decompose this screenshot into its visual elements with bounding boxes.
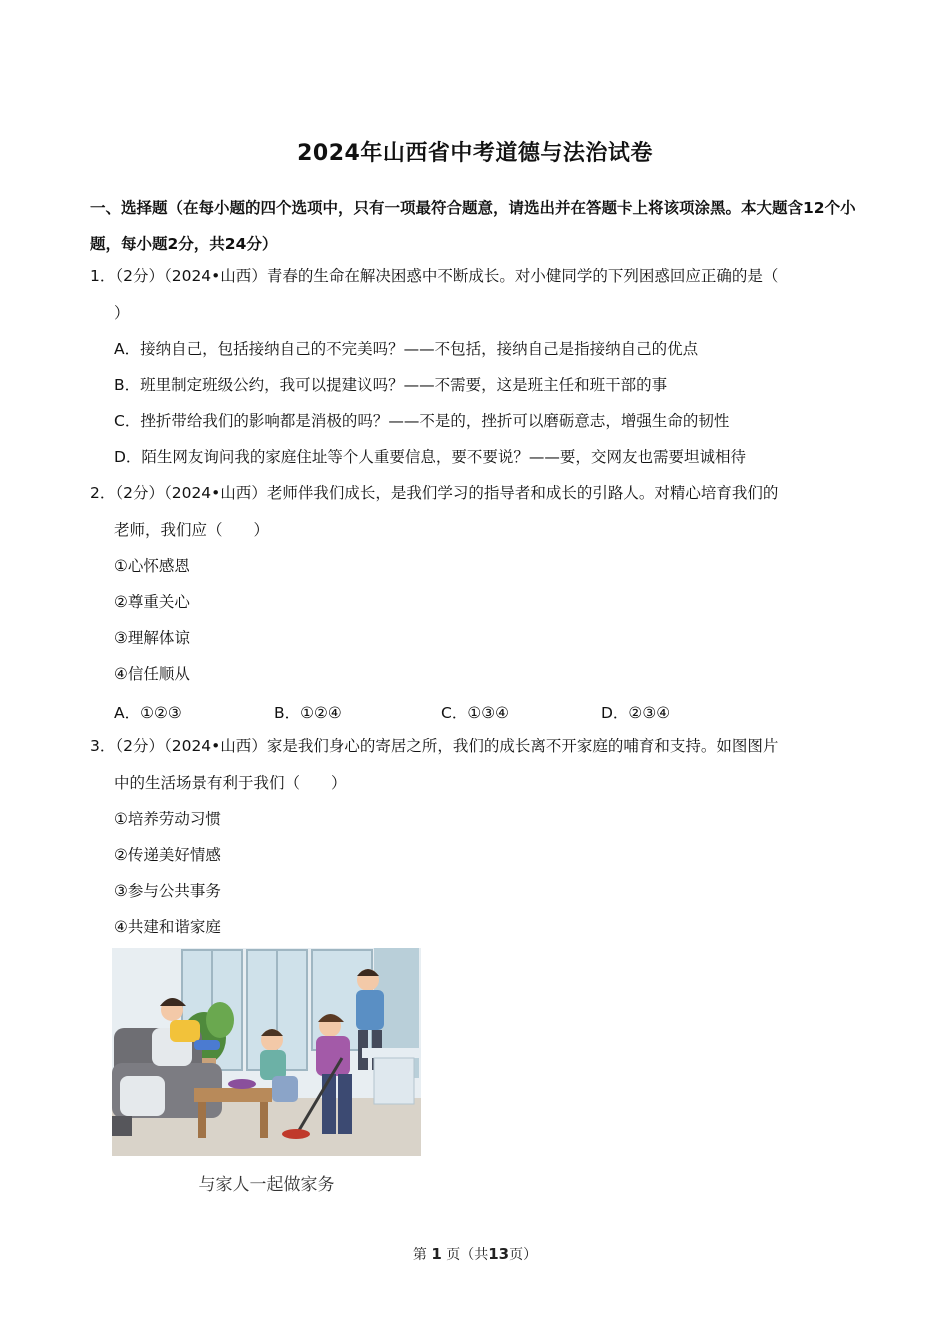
question-2-option-d: D．②③④: [601, 704, 671, 722]
question-1-stem: 1．（2分）（2024•山西）青春的生命在解决困惑中不断成长。对小健同学的下列困惑回应正确的是（: [90, 267, 779, 285]
question-2-stem-cont: 老师，我们应（ ）: [114, 521, 270, 539]
question-1-stem-cont: ）: [114, 304, 130, 322]
footer-middle: 页（共: [446, 1247, 489, 1263]
exam-title: 2024年山西省中考道德与法治试卷: [297, 141, 653, 166]
question-1-option-b: B．班里制定班级公约，我可以提建议吗？——不需要，这是班主任和班干部的事: [114, 376, 668, 394]
question-3-item-3: ③参与公共事务: [114, 882, 221, 900]
question-1-option-d: D．陌生网友询问我的家庭住址等个人重要信息，要不要说？——要，交网友也需要坦诚相待: [114, 448, 746, 466]
figure-caption: 与家人一起做家务: [198, 1175, 335, 1195]
question-2-option-c: C．①③④: [441, 704, 510, 722]
question-3-item-2: ②传递美好情感: [114, 846, 221, 864]
question-2-item-1: ①心怀感恩: [114, 557, 190, 575]
total-pages: 13: [488, 1245, 510, 1263]
footer-prefix: 第: [412, 1247, 427, 1263]
question-3-item-4: ④共建和谐家庭: [114, 918, 221, 936]
section-heading: 一、选择题（在每小题的四个选项中，只有一项最符合题意，请选出并在答题卡上将该项涂黑。本大题含12个小题，每小题2分，共24分）: [90, 199, 856, 253]
question-2-item-4: ④信任顺从: [114, 665, 190, 683]
page-number: 1: [431, 1245, 442, 1263]
question-1-option-c: C．挫折带给我们的影响都是消极的吗？——不是的，挫折可以磨砺意志，增强生命的韧性: [114, 412, 730, 430]
question-2-option-a: A．①②③: [114, 704, 182, 722]
question-3-stem: 3．（2分）（2024•山西）家是我们身心的寄居之所，我们的成长离不开家庭的哺育和支持。如图图片: [90, 737, 779, 755]
question-3-item-1: ①培养劳动习惯: [114, 810, 221, 828]
question-2-item-2: ②尊重关心: [114, 593, 190, 611]
family-chores-illustration: [112, 948, 421, 1196]
question-2-option-b: B．①②④: [274, 704, 342, 722]
question-1-option-a: A．接纳自己，包括接纳自己的不完美吗？——不包括，接纳自己是指接纳自己的优点: [114, 340, 699, 358]
question-3-stem-cont: 中的生活场景有利于我们（ ）: [114, 774, 347, 792]
question-2-item-3: ③理解体谅: [114, 629, 190, 647]
footer-suffix: 页）: [509, 1247, 538, 1263]
question-2-stem: 2．（2分）（2024•山西）老师伴我们成长，是我们学习的指导者和成长的引路人。对精心培育我们的: [90, 484, 779, 502]
page-footer: [0, 1244, 950, 1264]
